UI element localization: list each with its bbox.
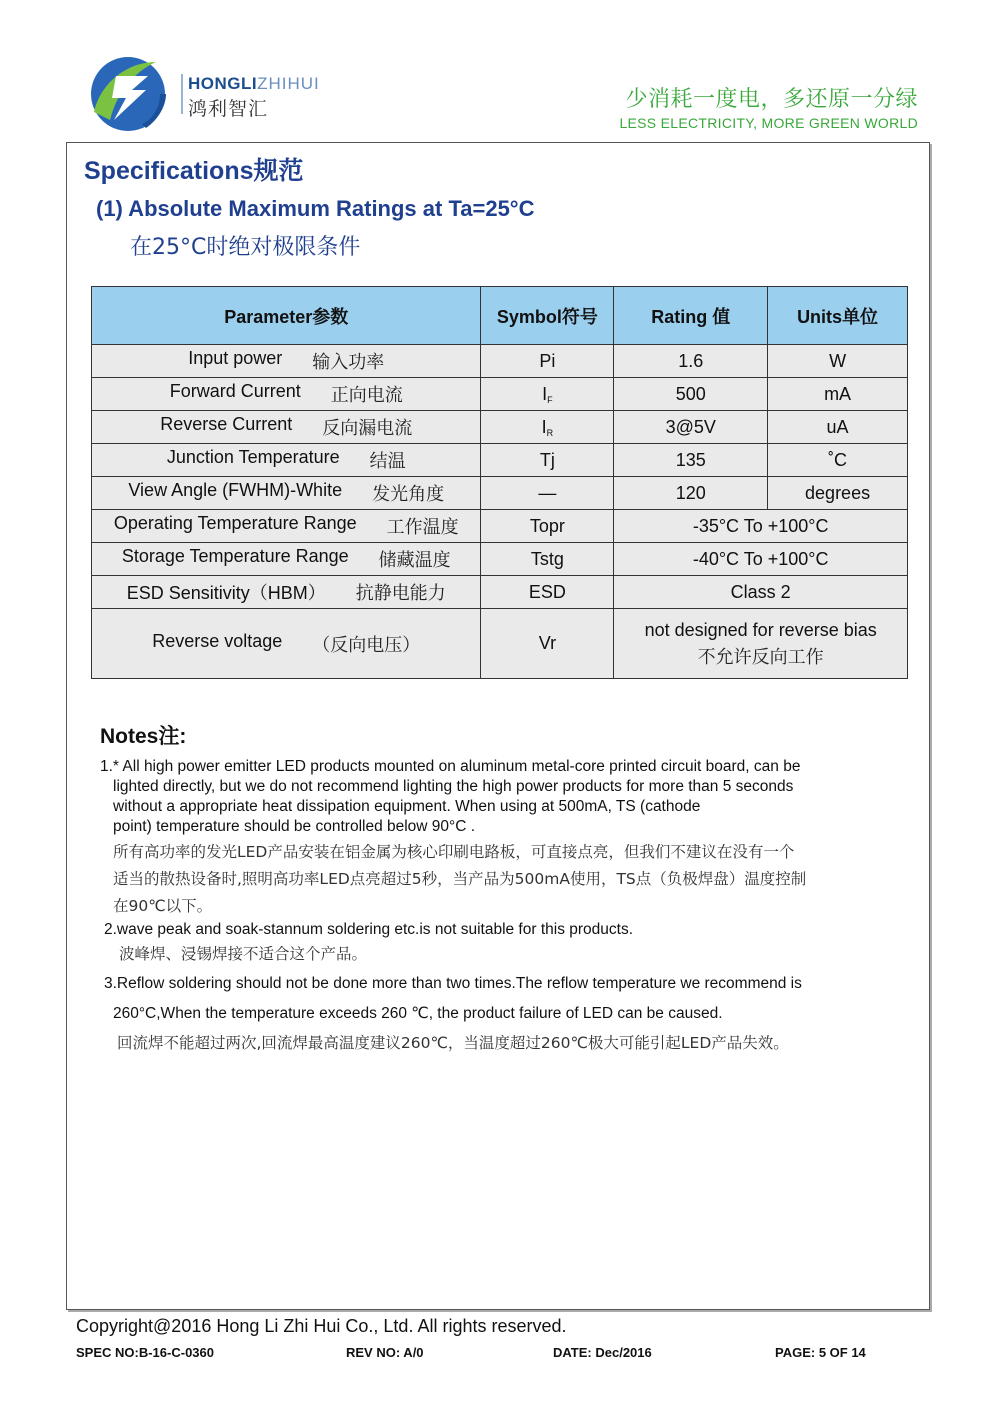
param-cell: Reverse Current 反向漏电流 bbox=[92, 411, 481, 444]
note-2-line-1: 2.wave peak and soak-stannum soldering etc.is not suitable for this products. bbox=[104, 921, 634, 938]
copyright: Copyright@2016 Hong Li Zhi Hui Co., Ltd. All rights reserved. bbox=[76, 1316, 567, 1336]
param-cell: Storage Temperature Range 储藏温度 bbox=[92, 543, 481, 576]
table-row bbox=[92, 345, 908, 378]
rating-cell: Class 2 bbox=[614, 576, 908, 609]
table-row bbox=[92, 411, 908, 444]
param-cell: Reverse voltage （反向电压） bbox=[92, 609, 481, 679]
units-cell: uA bbox=[768, 411, 908, 444]
slogan-en: LESS ELECTRICITY, MORE GREEN WORLD bbox=[619, 115, 918, 131]
swoosh-lightning-logo bbox=[86, 54, 170, 134]
table-row bbox=[92, 378, 908, 411]
table-row bbox=[92, 444, 908, 477]
units-cell: ˚C bbox=[768, 444, 908, 477]
section-title: Specifications规范 bbox=[84, 157, 304, 185]
rating-cell: 120 bbox=[614, 477, 768, 510]
units-cell: mA bbox=[768, 378, 908, 411]
param-cell: ESD Sensitivity（HBM） 抗静电能力 bbox=[92, 576, 481, 609]
symbol-cell: $I_F$ bbox=[481, 378, 614, 411]
symbol-cell: Tstg bbox=[481, 543, 614, 576]
symbol-cell: — bbox=[481, 477, 614, 510]
note-1-cn-1: 所有高功率的发光LED产品安装在铝金属为核心印刷电路板，可直接点亮，但我们不建议在没有一个 bbox=[113, 843, 795, 861]
section-subtitle-cn: 在25°C时绝对极限条件 bbox=[130, 235, 361, 260]
symbol-cell: Tj bbox=[481, 444, 614, 477]
table-row bbox=[92, 576, 908, 609]
note-3-line-1: 3.Reflow soldering should not be done more than two times.The reflow temperature we recommend is bbox=[104, 975, 802, 992]
note-1-line-4: point) temperature should be controlled below 90°C . bbox=[113, 818, 476, 835]
rating-cell: 500 bbox=[614, 378, 768, 411]
units-cell: degrees bbox=[768, 477, 908, 510]
ratings-table bbox=[91, 286, 908, 679]
document-date: DATE: Dec/2016 bbox=[553, 1345, 652, 1360]
rating-cell: 135 bbox=[614, 444, 768, 477]
header-symbol: Symbol符号 bbox=[481, 287, 614, 345]
note-1-cn-2: 适当的散热设备时,照明高功率LED点亮超过5秒，当产品为500mA使用，TS点（负极焊盘）温度控制 bbox=[113, 870, 807, 888]
note-1-line-3: without a appropriate heat dissipation equipment. When using at 500mA, TS (cathode bbox=[113, 798, 701, 815]
revision-number: REV NO: A/0 bbox=[346, 1345, 424, 1360]
table-row bbox=[92, 477, 908, 510]
rating-cell: 1.6 bbox=[614, 345, 768, 378]
symbol-cell: Topr bbox=[481, 510, 614, 543]
brand-name-cn: 鸿利智汇 bbox=[188, 98, 269, 120]
table-row bbox=[92, 543, 908, 576]
spec-number: SPEC NO:B-16-C-0360 bbox=[76, 1345, 214, 1360]
header-rating: Rating 值 bbox=[614, 287, 768, 345]
section-subtitle: (1) Absolute Maximum Ratings at Ta=25°C bbox=[96, 196, 535, 221]
header-parameter: Parameter参数 bbox=[92, 287, 481, 345]
rating-cell: -40°C To +100°C bbox=[614, 543, 908, 576]
note-2-cn: 波峰焊、浸锡焊接不适合这个产品。 bbox=[119, 945, 368, 963]
slogan-cn: 少消耗一度电，多还原一分绿 bbox=[625, 87, 918, 112]
symbol-cell: Pi bbox=[481, 345, 614, 378]
note-3-line-2: 260°C,When the temperature exceeds 260 ℃, the product failure of LED can be caused. bbox=[113, 1005, 723, 1022]
table-header-row bbox=[92, 287, 908, 345]
symbol-cell: ESD bbox=[481, 576, 614, 609]
note-1-line-1: 1.* All high power emitter LED products mounted on aluminum metal-core printed circuit board, can be bbox=[100, 758, 801, 775]
rating-cell: 3@5V bbox=[614, 411, 768, 444]
param-cell: View Angle (FWHM)-White 发光角度 bbox=[92, 477, 481, 510]
units-cell: W bbox=[768, 345, 908, 378]
symbol-cell: $I_R$ bbox=[481, 411, 614, 444]
header-units: Units单位 bbox=[768, 287, 908, 345]
note-1-line-2: lighted directly, but we do not recommend lighting the high power products for more than 5 seconds bbox=[113, 778, 794, 795]
page-number: PAGE: 5 OF 14 bbox=[775, 1345, 866, 1360]
rating-cell: not designed for reverse bias 不允许反向工作 bbox=[614, 609, 908, 679]
table-row bbox=[92, 510, 908, 543]
brand-name: HONGLIZHIHUI bbox=[188, 74, 320, 93]
brand-divider bbox=[181, 74, 183, 114]
notes-title: Notes注: bbox=[100, 725, 187, 748]
param-cell: Forward Current 正向电流 bbox=[92, 378, 481, 411]
rating-cell: -35°C To +100°C bbox=[614, 510, 908, 543]
table-row bbox=[92, 609, 908, 679]
param-cell: Junction Temperature 结温 bbox=[92, 444, 481, 477]
param-cell: Operating Temperature Range 工作温度 bbox=[92, 510, 481, 543]
note-3-cn: 回流焊不能超过两次,回流焊最高温度建议260℃，当温度超过260℃极大可能引起LED产品失效。 bbox=[117, 1034, 789, 1052]
note-1-cn-3: 在90℃以下。 bbox=[113, 897, 213, 915]
symbol-cell: Vr bbox=[481, 609, 614, 679]
param-cell: Input power 输入功率 bbox=[92, 345, 481, 378]
